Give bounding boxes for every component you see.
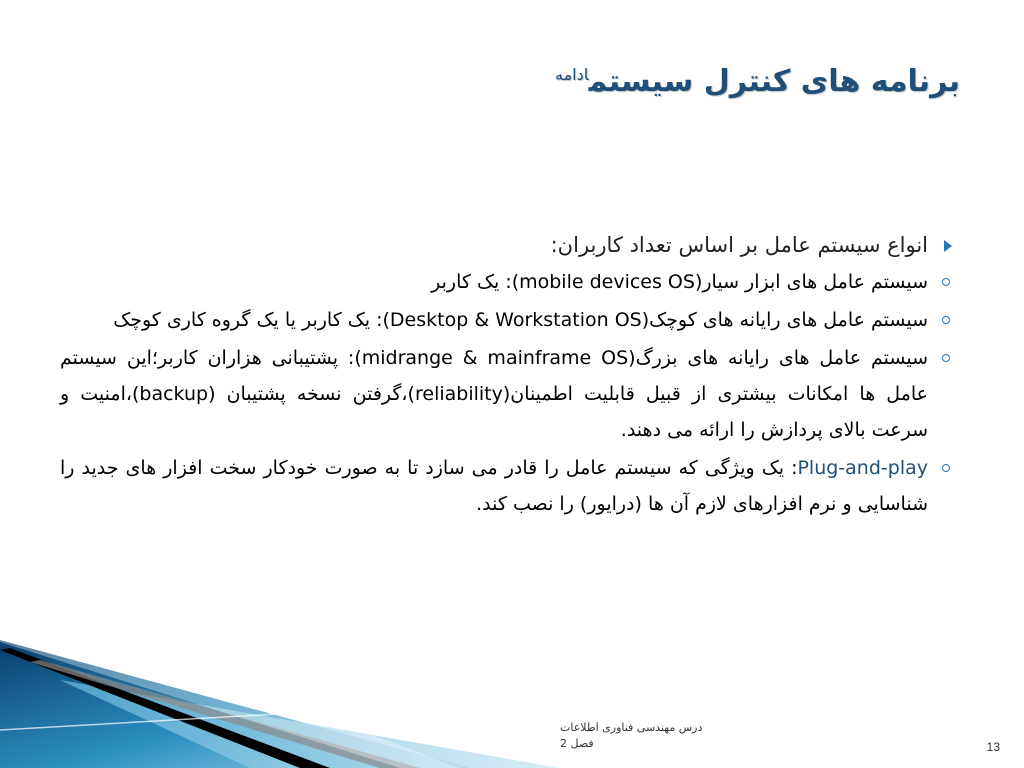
page-number: 13 xyxy=(986,740,1000,754)
list-item-text: سیستم عامل های رایانه های کوچک(Desktop & Workstation OS): یک کاربر یا یک گروه کاری کوچک xyxy=(113,309,928,331)
circle-bullet-icon xyxy=(942,464,950,472)
list-item-text: سیستم عامل های ابزار سیار(mobile devices OS): یک کاربر xyxy=(431,271,928,293)
slide-footer xyxy=(560,720,744,752)
list-item-text: سیستم عامل های رایانه های بزرگ(midrange & mainframe OS): پشتیبانی هزاران کاربر؛این سیستم عامل ها امکانات بیشتری از قبیل قابلیت اطمینان(reliability)،گرفتن نسخه پشتیبان (backup)،امنیت و سرعت بالای پردازش را ارائه می دهند. xyxy=(60,347,928,441)
footer-chapter: فصل 2 xyxy=(560,737,594,750)
footer-course-name: درس مهندسی فناوری اطلاعات xyxy=(560,721,703,734)
slide-body xyxy=(60,228,928,524)
heading-bullet xyxy=(60,228,928,262)
triangle-bullet-icon xyxy=(944,240,952,252)
slide-title-main: برنامه های کنترل سیستم xyxy=(588,64,960,99)
list-item xyxy=(60,302,928,338)
decorative-wave-graphic xyxy=(0,600,560,768)
heading-text: انواع سیستم عامل بر اساس تعداد کاربران: xyxy=(550,233,928,257)
slide-title xyxy=(555,62,960,102)
circle-bullet-icon xyxy=(942,316,950,324)
circle-bullet-icon xyxy=(942,354,950,362)
plug-and-play-description: : یک ویژگی که سیستم عامل را قادر می سازد تا به صورت خودکار سخت افزار های جدید را شناسایی و نرم افزارهای لازم آن ها (درایور) را نصب کند. xyxy=(60,457,928,515)
slide-title-superscript: ادامه xyxy=(555,65,589,84)
list-item xyxy=(60,264,928,300)
list-item xyxy=(60,340,928,448)
list-item xyxy=(60,450,928,522)
plug-and-play-term: Plug-and-play xyxy=(797,457,928,479)
circle-bullet-icon xyxy=(942,278,950,286)
